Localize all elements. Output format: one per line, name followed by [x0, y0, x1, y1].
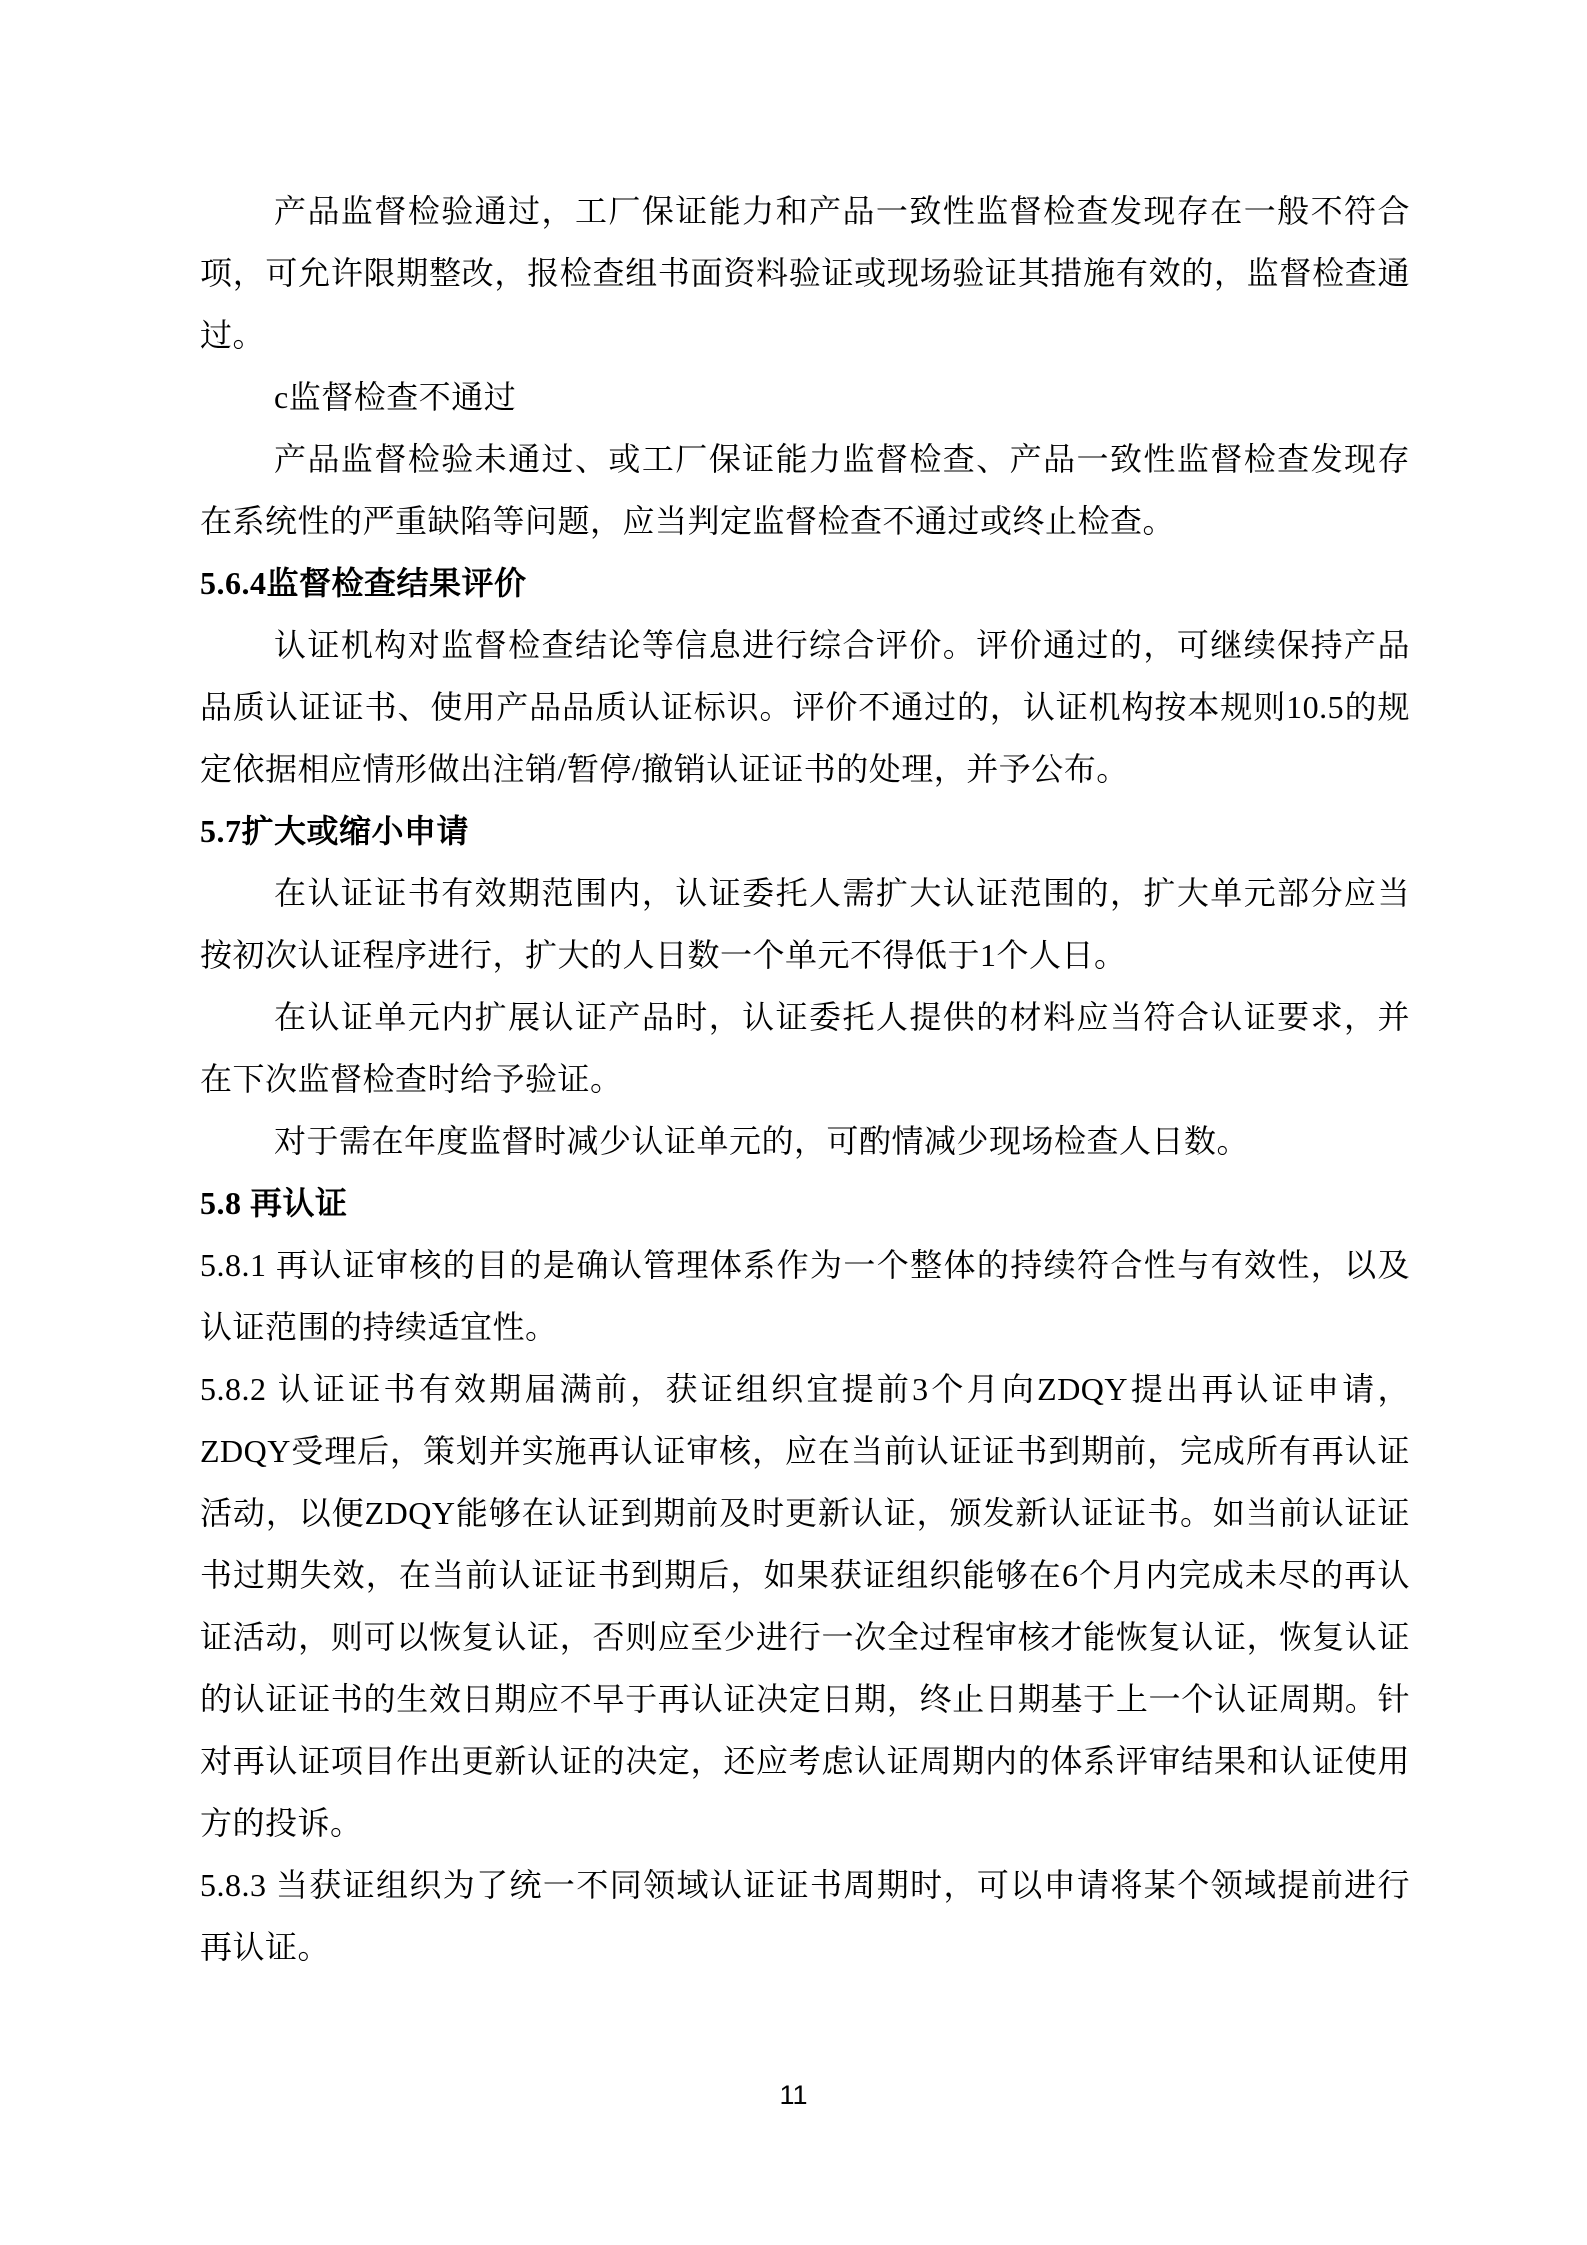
paragraph-reduce-units: 对于需在年度监督时减少认证单元的，可酌情减少现场检查人日数。: [274, 1123, 1250, 1159]
paragraph-5-8-3: 5.8.3 当获证组织为了统一不同领域认证证书周期时，可以申请将某个领域提前进行再认证。: [200, 1867, 1410, 1965]
paragraph-5-8-1: 5.8.1 再认证审核的目的是确认管理体系作为一个整体的持续符合性与有效性，以及认证范围的持续适宜性。: [200, 1247, 1410, 1345]
paragraph-expand-products: 在认证单元内扩展认证产品时，认证委托人提供的材料应当符合认证要求，并在下次监督检查时给予验证。: [200, 999, 1410, 1097]
paragraph-supervision-pass: 产品监督检验通过，工厂保证能力和产品一致性监督检查发现存在一般不符合项，可允许限期整改，报检查组书面资料验证或现场验证其措施有效的，监督检查通过。: [200, 193, 1410, 353]
paragraph-5-8-2: 5.8.2 认证证书有效期届满前，获证组织宜提前3个月向ZDQY提出再认证申请，ZDQY受理后，策划并实施再认证审核，应在当前认证证书到期前，完成所有再认证活动，以便ZDQY能够在认证到期前及时更新认证，颁发新认证证书。如当前认证证书过期失效，在当前认证证书到期后，如果获证组织能够在6个月内完成未尽的再认证活动，则可以恢复认证，否则应至少进行一次全过程审核才能恢复认证，恢复认证的认证证书的生效日期应不早于再认证决定日期，终止日期基于上一个认证周期。针对再认证项目作出更新认证的决定，还应考虑认证周期内的体系评审结果和认证使用方的投诉。: [200, 1371, 1410, 1841]
heading-5-8: 5.8 再认证: [200, 1185, 348, 1221]
heading-5-7: 5.7扩大或缩小申请: [200, 813, 470, 849]
page-number: 11: [779, 2080, 808, 2110]
paragraph-evaluation: 认证机构对监督检查结论等信息进行综合评价。评价通过的，可继续保持产品品质认证证书、使用产品品质认证标识。评价不通过的，认证机构按本规则10.5的规定依据相应情形做出注销/暂停/撤销认证证书的处理，并予公布。: [200, 627, 1410, 787]
page-body: [200, 180, 1410, 1978]
paragraph-item-c-label: c监督检查不通过: [274, 379, 517, 415]
paragraph-supervision-fail: 产品监督检验未通过、或工厂保证能力监督检查、产品一致性监督检查发现存在系统性的严重缺陷等问题，应当判定监督检查不通过或终止检查。: [200, 441, 1410, 539]
paragraph-expand-scope: 在认证证书有效期范围内，认证委托人需扩大认证范围的，扩大单元部分应当按初次认证程序进行，扩大的人日数一个单元不得低于1个人日。: [200, 875, 1410, 973]
heading-5-6-4: 5.6.4监督检查结果评价: [200, 565, 527, 601]
